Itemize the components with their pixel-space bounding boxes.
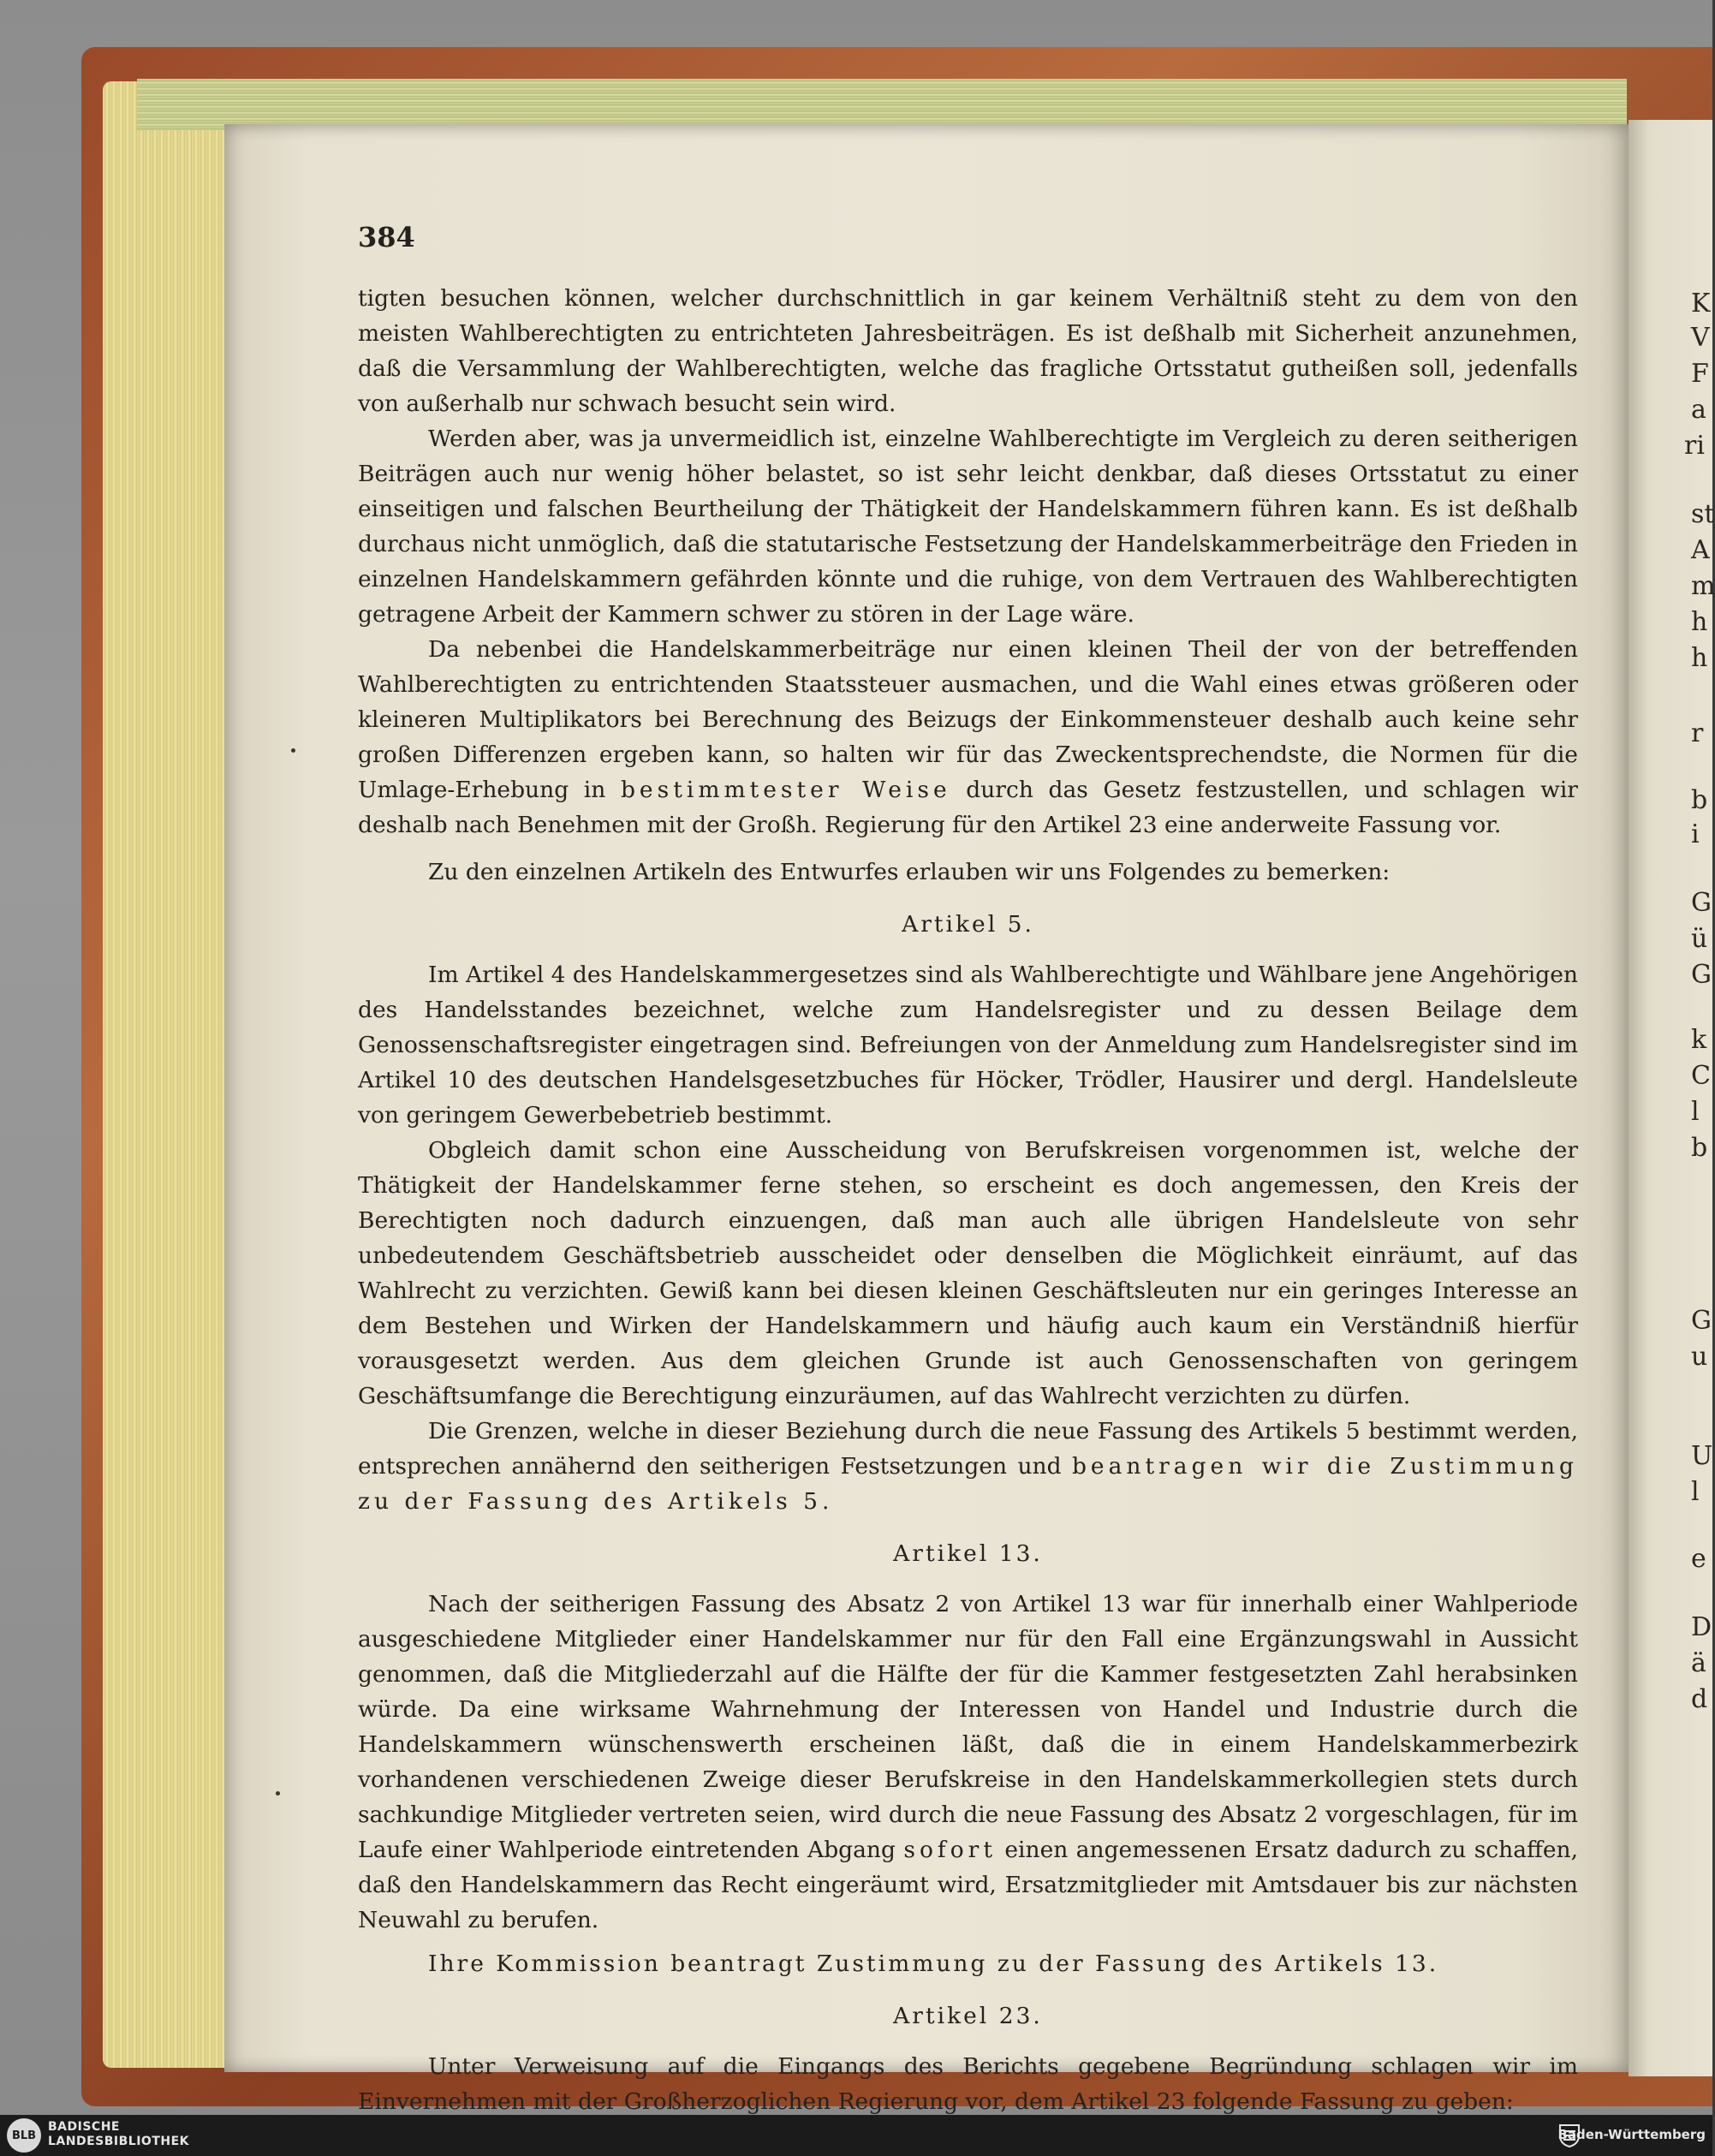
library-name[interactable] bbox=[48, 2120, 189, 2149]
fragment-24: l bbox=[1691, 1477, 1700, 1507]
paragraph: Im Artikel 4 des Handelskammergesetzes sind als Wahlberechtigte und Wählbare jene Angehörigen des Handelsstandes bezeichnet, welche zum Handelsregister und zu dessen Beilage dem Genossenschaftsregister eingetragen sind. Befreiungen von der Anmeldung zum Handelsregister sind im Artikel 10 des deutschen Handelsgesetzbuches für Höcker, Trödler, Hausirer und dergl. Handelsleute von geringem Gewerbebetrieb bestimmt. bbox=[358, 962, 1578, 1129]
paragraph: Werden aber, was ja unvermeidlich ist, einzelne Wahlberechtigte im Vergleich zu deren seitherigen Beiträgen auch nur wenig höher belastet, so ist sehr leicht denkbar, daß dieses Ortsstatut zu einer einseitigen und falschen Beurtheilung der Thätigkeit der Handelskammern führen kann. Es ist deßhalb durchaus nicht unmöglich, daß die statutarische Festsetzung der Handelskammerbeiträge den Frieden in einzelnen Handelskammern gefährden könnte und die ruhige, von dem Vertrauen des Wahlberechtigten getragene Arbeit der Kammern schwer zu stören in der Lage wäre. bbox=[358, 426, 1578, 628]
paragraph-emphasized: Ihre Kommission beantragt Zustimmung zu der Fassung des Artikels 13. bbox=[428, 1951, 1439, 1977]
fragment-17: k bbox=[1691, 1025, 1707, 1055]
fragment-16: G bbox=[1691, 960, 1712, 990]
paragraph bbox=[358, 1414, 1578, 1519]
article-heading: Artikel 23. bbox=[893, 2003, 1043, 2029]
fragment-23: U bbox=[1691, 1441, 1713, 1471]
ink-speck bbox=[291, 748, 295, 753]
fragment-14: G bbox=[1691, 888, 1712, 918]
fragment-7: A bbox=[1691, 535, 1710, 565]
paragraph-text: Nach der seitherigen Fassung des Absatz 2 von Artikel 13 war für innerhalb einer Wahlperiode ausgeschiedene Mitglieder einer Handelskammer nur für den Fall eine Ergänzungswahl in Aussicht genommen, daß die Mitgliederzahl auf die Hälfte der für die Kammer festgesetzten Zahl herabsinken würde. Da eine wirksame Wahrnehmung der Interessen von Handel und Industrie durch die Handelskammern wünschenswerth erscheinen läßt, daß die in einem Handelskammerbezirk vorhandenen verschiedenen Zweige dieser Berufskreise in den Handelskammerkollegien stets durch sachkundige Mitglieder vertreten seien, wird durch die neue Fassung des Absatz 2 vorgeschlagen, für im Laufe einer Wahlperiode eintretenden Abgang bbox=[358, 1591, 1578, 1863]
fragment-3: F bbox=[1691, 359, 1709, 389]
fragment-20: b bbox=[1691, 1133, 1708, 1163]
paragraph: Obgleich damit schon eine Ausscheidung von Berufskreisen vorgenommen ist, welche der Thätigkeit der Handelskammer ferne stehen, so erscheint es doch angemessen, den Kreis der Berechtigten noch dadurch einzuengen, daß man auch alle übrigen Handelsleute von sehr unbedeutendem Geschäftsbetrieb ausscheidet oder denselben die Möglichkeit einräumt, auf das Wahlrecht zu verzichten. Gewiß kann bei diesen kleinen Geschäftsleuten nur ein geringes Interesse an dem Bestehen und Wirken der Handelskammern und häufig auch kaum ein Verständniß hierfür vorausgesetzt werden. Aus dem gleichen Grunde ist auch Genossenschaften von geringem Geschäftsumfange die Berechtigung einzuräumen, auf das Wahlrecht verzichten zu dürfen. bbox=[358, 1137, 1578, 1409]
paragraph: tigten besuchen können, welcher durchschnittlich in gar keinem Verhältniß steht zu dem von den meisten Wahlberechtigten zu entrichteten Jahresbeiträgen. Es ist deßhalb mit Sicherheit anzunehmen, daß die Versammlung der Wahlberechtigten, welche das fragliche Ortsstatut gutheißen soll, jedenfalls von außerhalb nur schwach besucht sein wird. bbox=[358, 285, 1578, 417]
fragment-19: l bbox=[1691, 1097, 1700, 1127]
paragraph bbox=[358, 632, 1578, 843]
state-name[interactable]: Baden-Württemberg bbox=[1557, 2127, 1706, 2142]
page-number: 384 bbox=[358, 221, 415, 253]
paragraph: Zu den einzelnen Artikeln des Entwurfes erlauben wir uns Folgendes zu bemerken: bbox=[428, 859, 1390, 885]
viewer-footer bbox=[0, 2115, 1712, 2156]
paragraph-text: Da nebenbei die Handelskammerbeiträge nur einen kleinen Theil der von der betreffenden Wahlberechtigten zu entrichtenden Staatssteuer ausmachen, und die Wahl eines etwas größeren oder kleineren Multiplikators bei Berechnung des Beizugs der Einkommensteuer deshalb auch keine sehr großen Differenzen ergeben kann, so halten wir für das Zweckentsprechendste, die Normen für die Umlage-Erhebung in bbox=[358, 636, 1578, 803]
fragment-2: V bbox=[1691, 323, 1710, 353]
fragment-4: a bbox=[1691, 395, 1706, 425]
ink-speck bbox=[276, 1791, 280, 1796]
paragraph-text: einen angemessenen Ersatz dadurch zu schaffen, daß den Handelskammern das Recht eingeräumt wird, Ersatzmitglieder mit Amtsdauer bis zur nächsten Neuwahl zu berufen. bbox=[358, 1837, 1578, 1933]
fragment-5: ri bbox=[1684, 431, 1705, 461]
paragraph-text: Die Grenzen, welche in dieser Beziehung durch die neue Fassung des Artikels 5 bestimmt werden, entsprechen annähernd den seitherigen Festsetzungen und bbox=[358, 1418, 1578, 1480]
emphasized-text: sofort bbox=[903, 1837, 997, 1863]
library-name-line2: LANDESBIBLIOTHEK bbox=[48, 2135, 190, 2148]
fragment-18: C bbox=[1691, 1061, 1711, 1091]
fragment-8: m bbox=[1691, 571, 1715, 601]
blb-logo-icon[interactable]: BLB bbox=[7, 2118, 41, 2153]
emphasized-text: beantragen wir die Zustimmung zu der Fassung des Artikels 5. bbox=[358, 1453, 1578, 1515]
page-body-text bbox=[358, 281, 1578, 2119]
emphasized-text: bestimmtester Weise bbox=[620, 777, 951, 803]
fragment-22: u bbox=[1691, 1342, 1708, 1372]
fragment-12: b bbox=[1691, 785, 1708, 815]
fragment-6: st bbox=[1691, 499, 1715, 529]
fragment-10: h bbox=[1691, 643, 1708, 673]
page-edges-top bbox=[137, 79, 1627, 130]
fragment-11: r bbox=[1691, 718, 1704, 748]
page-edges-left bbox=[103, 81, 231, 2068]
fragment-27: ä bbox=[1691, 1648, 1706, 1678]
paragraph bbox=[358, 1587, 1578, 1938]
paragraph-text: durch das Gesetz festzustellen, und schlagen wir deshalb nach Benehmen mit der Großh. Regierung für den Artikel 23 eine anderweite Fassung vor. bbox=[358, 777, 1578, 838]
article-heading: Artikel 5. bbox=[902, 911, 1034, 938]
fragment-28: d bbox=[1691, 1684, 1708, 1714]
library-name-line1: BADISCHE bbox=[48, 2120, 120, 2134]
fragment-15: ü bbox=[1691, 924, 1708, 954]
fragment-13: i bbox=[1691, 819, 1700, 849]
fragment-25: e bbox=[1691, 1544, 1706, 1574]
fragment-9: h bbox=[1691, 607, 1708, 637]
fragment-26: D bbox=[1691, 1612, 1712, 1642]
fragment-1: K bbox=[1691, 289, 1711, 319]
paragraph: Unter Verweisung auf die Eingangs des Berichts gegebene Begründung schlagen wir im Einvernehmen mit der Großherzoglichen Regierung vor, dem Artikel 23 folgende Fassung zu geben: bbox=[358, 2053, 1578, 2115]
fragment-21: G bbox=[1691, 1306, 1712, 1336]
article-heading: Artikel 13. bbox=[893, 1540, 1043, 1567]
